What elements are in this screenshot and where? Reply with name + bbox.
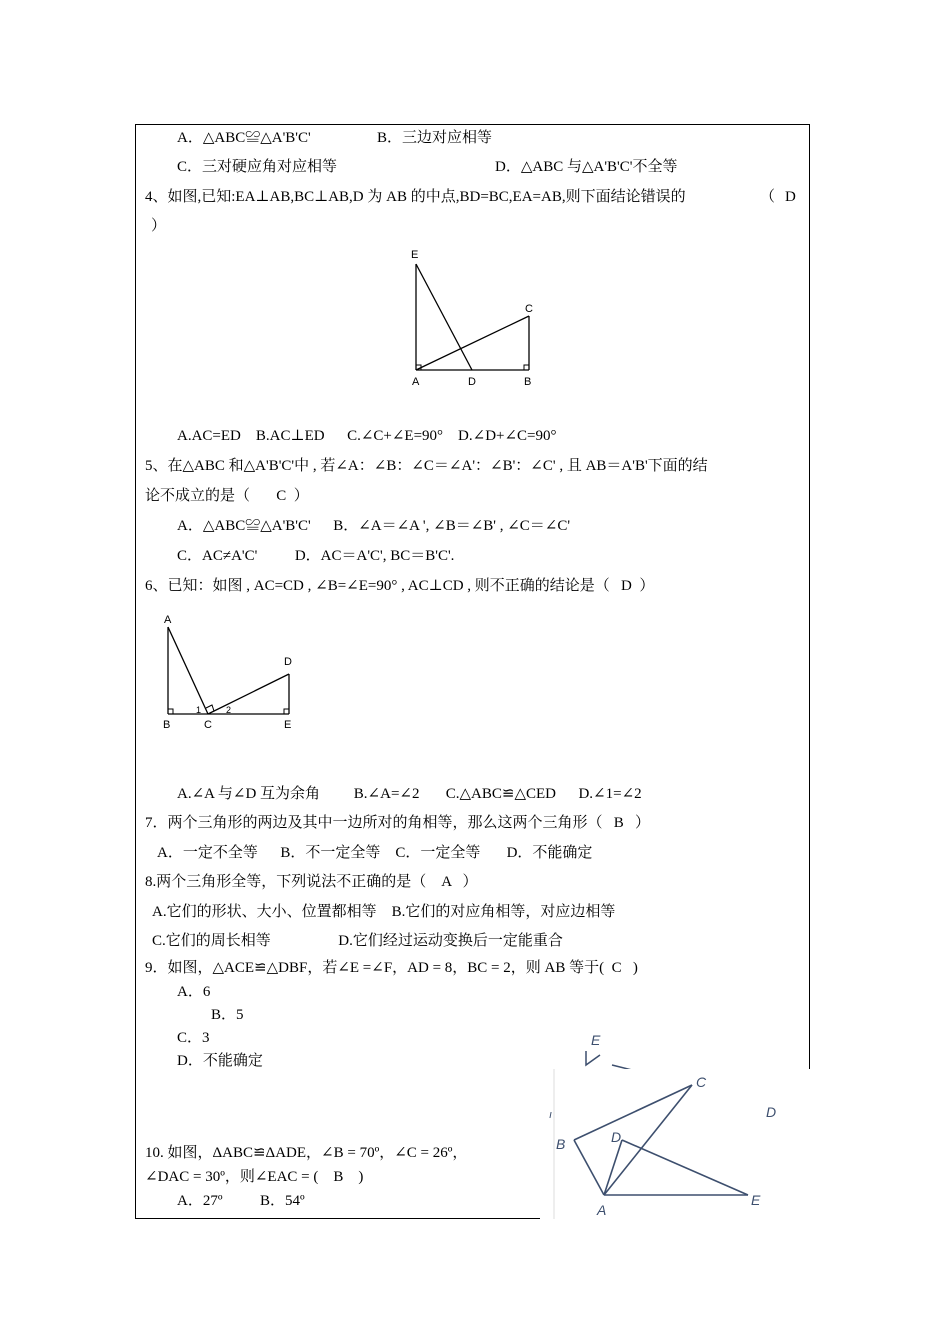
fig6-label-C: C [204,719,212,731]
fig9-label-D: D [766,1104,777,1120]
q4-options: A.AC=ED B.AC⊥ED C.∠C+∠E=90° D.∠D+∠C=90° [177,428,557,444]
q7-stem: 7．两个三角形的两边及其中一边所对的角相等，那么这两个三角形（ B ） [145,815,651,831]
fig4-label-D: D [468,376,476,388]
fig4-label-E: E [411,249,419,261]
q6-options: A.∠A 与∠D 互为余角 B.∠A=∠2 C.△ABC≌△CED D.∠1=∠2 [177,786,642,802]
fig10-label-B: B [556,1136,566,1152]
q9-option-a: A．6 [177,984,211,1000]
q5-options-cd: C．AC≠A'C' D．AC＝A'C', BC＝B'C'. [177,548,455,564]
q7-options: A．一定不全等 B．不一定全等 C．一定全等 D．不能确定 [157,845,593,861]
fig6-label-D: D [284,656,292,668]
q10-options: A．27º B．54º [177,1193,305,1209]
q5-stem-line1: 5、在△ABC 和△A'B'C'中 , 若∠A：∠B：∠C＝∠A'：∠B'：∠C' , 且 AB＝A'B'下面的结 [145,458,708,474]
fig6-label-A: A [164,614,172,626]
q9-stem: 9．如图，△ACE≌△DBF，若∠E =∠F，AD = 8，BC = 2，则 AB 等于( C ) [145,960,638,976]
q5-options-ab: A．△ABC≌△A'B'C' B．∠A＝∠A ', ∠B＝∠B' , ∠C＝∠C' [177,518,571,534]
fig9-partial-lines [586,1051,600,1065]
q9-option-b: B．5 [211,1007,244,1023]
figure-q10 [540,1025,810,1219]
fig10-label-E: E [751,1192,761,1208]
q4-answer: D [785,189,796,205]
fig6-label-E: E [284,719,292,731]
q9-option-c: C．3 [177,1030,210,1046]
fig4-segment-ED [416,264,472,370]
q4-paren-open: （ [760,189,776,205]
fig10-label-A: A [597,1202,607,1218]
fig4-label-A: A [412,376,420,388]
q5-stem-line2: 论不成立的是（ C ） [145,488,309,504]
figure-q6 [150,605,310,740]
fig9-label-E: E [591,1032,601,1048]
fig6-label-angle-2: 2 [226,705,232,715]
figure-q4 [400,240,560,400]
fig6-label-B: B [163,719,171,731]
fig4-segment-AC [416,316,529,370]
q8-stem: 8.两个三角形全等，下列说法不正确的是（ A ） [145,874,478,890]
q6-stem: 6、已知：如图 , AC=CD , ∠B=∠E=90° , AC⊥CD , 则不正确的结论是（ D ） [145,578,655,594]
fig4-label-B: B [524,376,532,388]
q9-option-d: D．不能确定 [177,1053,263,1069]
fig6-segment-AC [168,627,208,714]
q8-options-ab: A.它们的形状、大小、位置都相等 B.它们的对应角相等，对应边相等 [152,904,616,920]
fig10-label-C: C [696,1074,707,1090]
q3-option-d: D．△ABC 与△A'B'C'不全等 [495,159,678,175]
fig4-label-C: C [525,303,533,315]
fig6-segment-CD [208,674,289,714]
q4-stem: 4、如图,已知:EA⊥AB,BC⊥AB,D 为 AB 的中点,BD=BC,EA=AB,则下面结论错误的 [145,189,686,205]
q4-paren-close: ） [151,218,167,234]
q3-option-b: B．三边对应相等 [377,130,493,146]
q3-option-a: A．△ABC≌△A'B'C' [177,130,311,146]
fig10-label-D: D [611,1129,622,1145]
q10-stem-line2: ∠DAC = 30º，则∠EAC = ( B ) [145,1169,364,1185]
fig6-label-angle-1: 1 [196,705,202,715]
q10-stem-line1: 10. 如图，ΔABC≌ΔADE，∠B = 70º，∠C = 26º， [145,1145,468,1161]
fig10-stray-mark: ı [549,1109,553,1121]
q8-options-cd: C.它们的周长相等 D.它们经过运动变换后一定能重合 [152,933,563,949]
q3-option-c: C．三对硬应角对应相等 [177,159,338,175]
